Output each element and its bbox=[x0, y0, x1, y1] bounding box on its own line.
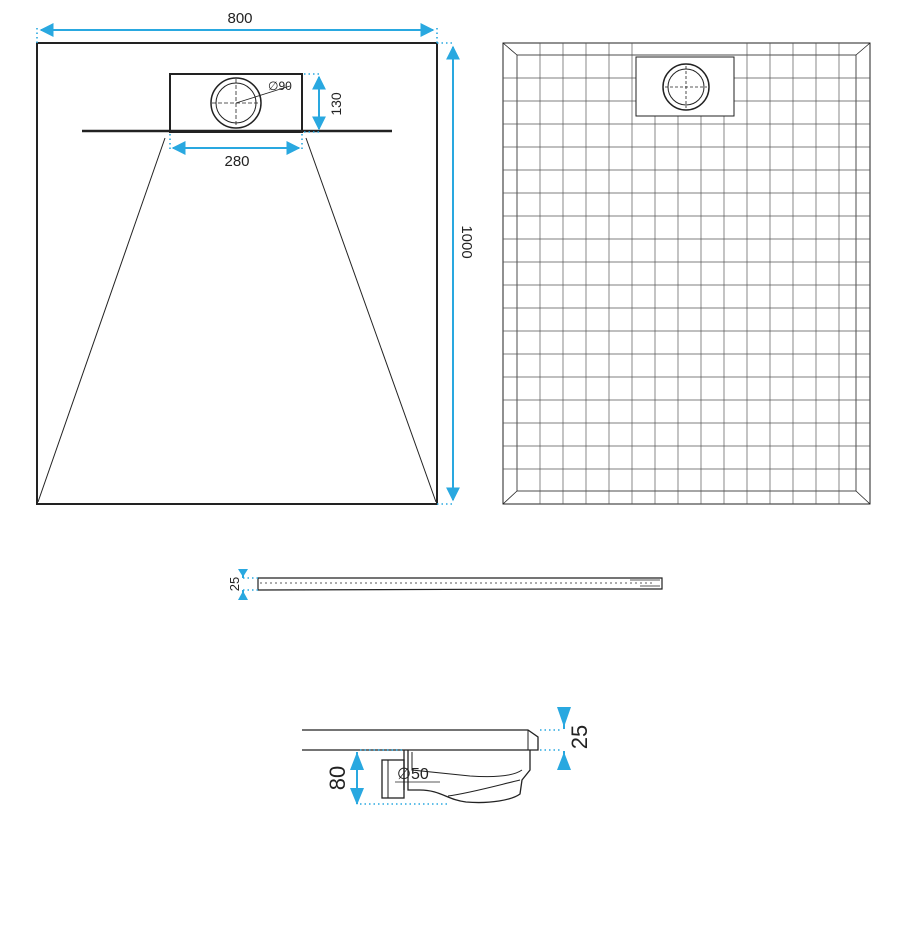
drain-box-width-label: 280 bbox=[224, 153, 250, 170]
drain-cover bbox=[636, 57, 734, 116]
tray-profile bbox=[258, 578, 662, 590]
tiled-tray-outline bbox=[503, 43, 870, 504]
top-view bbox=[37, 10, 475, 504]
tiled-surface-view bbox=[503, 43, 870, 504]
detail-thickness-label: 25 bbox=[567, 724, 592, 750]
profile-thickness-label: 25 bbox=[227, 576, 242, 592]
width-dimension bbox=[37, 28, 437, 43]
drain-box-height-dimension bbox=[304, 74, 322, 132]
tray-outline bbox=[37, 43, 437, 504]
tray-section bbox=[302, 730, 538, 750]
slope-line-left bbox=[38, 138, 165, 502]
tile-grid bbox=[503, 43, 870, 504]
width-label: 800 bbox=[227, 10, 253, 27]
detail-depth-label: 80 bbox=[325, 765, 350, 791]
profile-view bbox=[227, 569, 662, 600]
drain-circle-tiled bbox=[663, 64, 709, 110]
length-dimension bbox=[437, 43, 455, 504]
drain-diameter-label: ∅90 bbox=[268, 79, 292, 93]
outlet-diameter-label: ∅50 bbox=[397, 766, 429, 783]
drain-box-height-label: 130 bbox=[328, 92, 344, 116]
drain-detail-view bbox=[302, 707, 592, 805]
length-label: 1000 bbox=[458, 225, 475, 259]
slope-line-right bbox=[306, 138, 436, 502]
drain-box-width-dimension bbox=[170, 134, 302, 150]
